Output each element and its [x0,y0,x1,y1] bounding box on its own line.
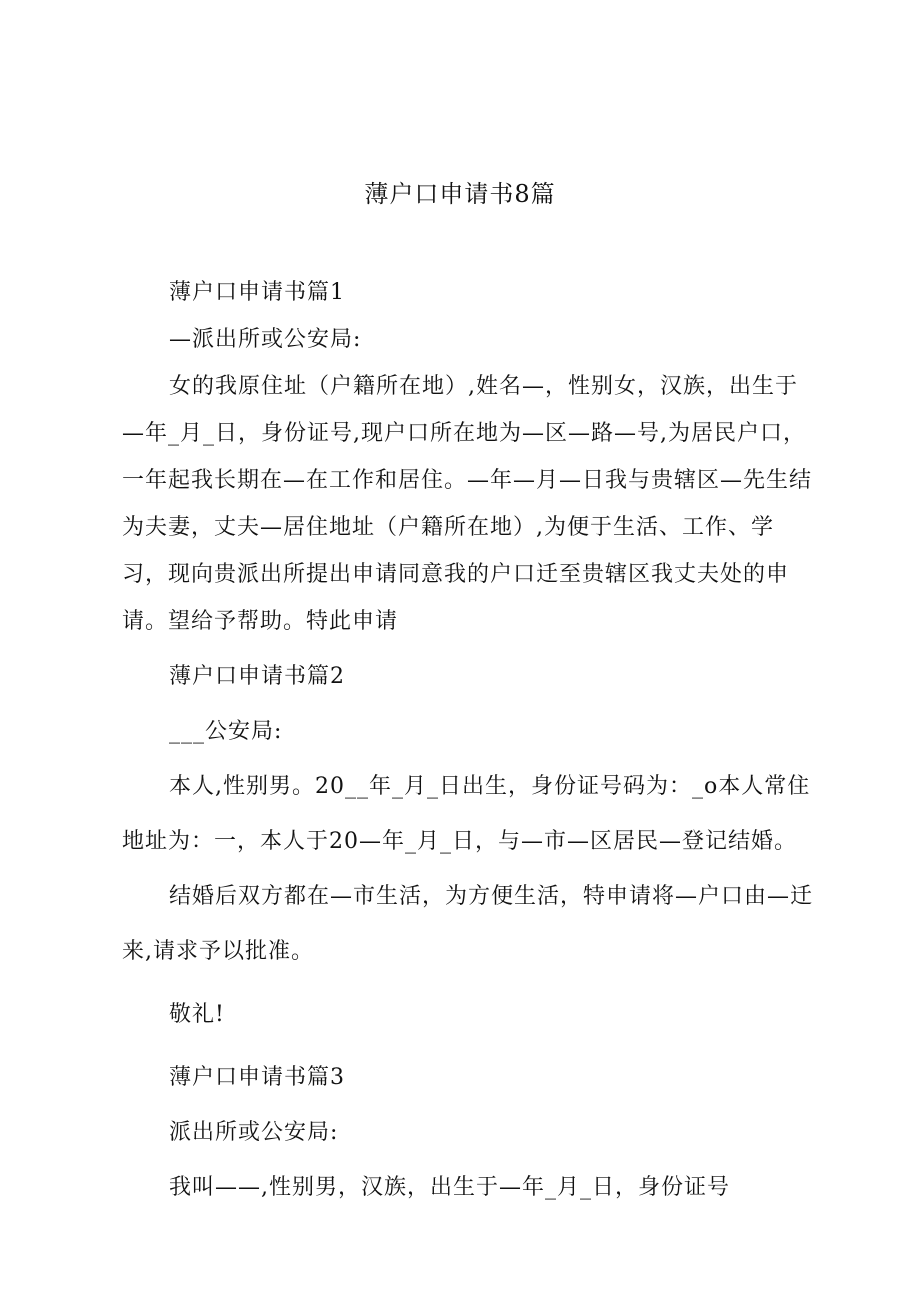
section-1-heading: 薄户口申请书篇1 [169,280,345,305]
paragraph-line: 结婚后双方都在—市生活，为方便生活，特申请将—户口由—迁 [169,884,814,909]
document-body [122,274,822,1216]
paragraph-line: —年_月_日，身份证号,现户口所在地为—区—路—号,为居民户口， [122,421,806,446]
document-title: 薄户口申请书8篇 [364,180,556,208]
paragraph-line: 本人,性别男。20__年_月_日出生，身份证号码为：_o本人常住 [169,774,811,799]
section-2-paragraph-1 [122,768,822,860]
section-2-paragraph-2 [122,878,822,970]
paragraph-line: 来,请求予以批准。 [122,939,314,964]
paragraph-line: 女的我原住址（户籍所在地）,姓名—，性别女，汉族，出生于 [169,374,798,399]
section-3-addressee: 派出所或公安局: [169,1120,339,1145]
section-2-addressee: ___公安局: [169,719,283,744]
paragraph-line: 请。望给予帮助。特此申请 [122,609,399,634]
paragraph-line: 地址为：一，本人于20—年_月_日，与—市—区居民—登记结婚。 [122,829,797,854]
section-1-addressee: —派出所或公安局: [169,327,362,352]
section-1-paragraph [122,368,822,640]
section-2-heading: 薄户口申请书篇2 [169,664,345,689]
paragraph-line: 习，现向贵派出所提出申请同意我的户口迁至贵辖区我丈夫处的申 [122,562,790,587]
paragraph-line: 为夫妻，丈夫—居住地址（户籍所在地）,为便于生活、工作、学 [122,515,774,540]
section-3-heading: 薄户口申请书篇3 [169,1065,345,1090]
paragraph-line: 我叫——,性别男，汉族，出生于—年_月_日，身份证号 [169,1175,730,1200]
section-2-closing: 敬礼! [169,1002,225,1027]
section-3-paragraph [122,1169,822,1206]
paragraph-line: 一年起我长期在—在工作和居住。—年—月—日我与贵辖区—先生结 [122,468,813,493]
